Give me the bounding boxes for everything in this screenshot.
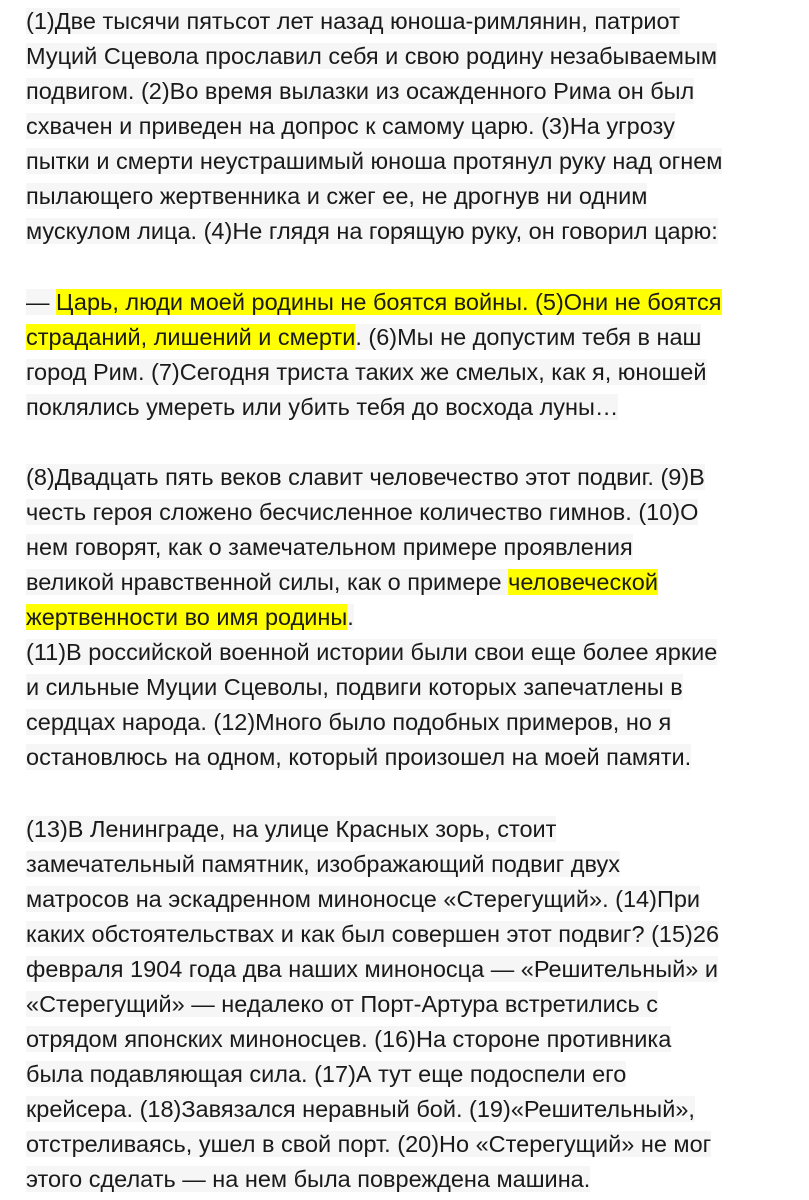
text-line <box>26 109 675 143</box>
text-line <box>26 214 718 248</box>
text-segment: подвигом. (2)Во время вылазки из осажденного Рима он был <box>26 78 695 104</box>
text-line <box>26 460 705 494</box>
text-line <box>26 705 671 739</box>
text-line <box>26 144 722 178</box>
text-segment: Муций Сцевола прославил себя и свою родину незабываемым <box>26 43 718 69</box>
highlighted-text: жертвенности во имя родины <box>26 604 348 630</box>
highlighted-text: человеческой <box>508 569 658 595</box>
text-segment: (1)Две тысячи пятьсот лет назад юноша-римлянин, патриот <box>26 8 680 34</box>
text-segment: матросов на эскадренном миноносце «Стерегущий». (14)При <box>26 886 701 912</box>
text-line <box>26 530 633 564</box>
text-line <box>26 882 700 916</box>
text-segment: и сильные Муции Сцеволы, подвиги которых запечатлены в <box>26 674 683 700</box>
text-segment: честь героя сложено бесчисленное количество гимнов. (10)О <box>26 499 699 525</box>
text-segment: (11)В российской военной истории были свои еще более яркие <box>26 639 718 665</box>
text-line <box>26 4 680 38</box>
text-segment: пытки и смерти неустрашимый юноша протянул руку над огнем <box>26 148 723 174</box>
text-line <box>26 1057 626 1091</box>
text-segment: великой нравственной силы, как о примере <box>26 569 509 595</box>
text-segment: этого сделать — на нем была повреждена машина. <box>26 1166 591 1192</box>
text-line <box>26 39 717 73</box>
text-segment: сердцах народа. (12)Много было подобных примеров, но я <box>26 709 672 735</box>
text-segment: . (6)Мы не допустим тебя в наш <box>355 324 702 350</box>
text-segment: город Рим. (7)Сегодня триста таких же смелых, как я, юношей <box>26 359 707 385</box>
text-line <box>26 179 647 213</box>
text-segment: «Стерегущий» — недалеко от Порт-Артура встретились с <box>26 991 658 1017</box>
text-segment: поклялись умереть или убить тебя до восхода луны… <box>26 394 619 420</box>
text-line <box>26 565 658 599</box>
text-line <box>26 1022 671 1056</box>
text-line <box>26 600 354 634</box>
text-line <box>26 390 618 424</box>
text-line <box>26 952 718 986</box>
text-line <box>26 917 719 951</box>
text-segment: пылающего жертвенника и сжег ее, не дрогнув ни одним <box>26 183 648 209</box>
text-segment: мускулом лица. (4)Не глядя на горящую руку, он говорил царю: <box>26 218 718 244</box>
text-line <box>26 285 722 319</box>
text-segment: нем говорят, как о замечательном примере проявления <box>26 534 633 560</box>
text-line <box>26 635 717 669</box>
highlighted-text: Царь, люди моей родины не боятся войны. (5)Они не боятся <box>56 289 722 315</box>
text-segment: (8)Двадцать пять веков славит человечество этот подвиг. (9)В <box>26 464 705 490</box>
text-segment: — <box>26 289 57 315</box>
text-segment: февраля 1904 года два наших миноносца — «Решительный» и <box>26 956 718 982</box>
text-segment: замечательный памятник, изображающий подвиг двух <box>26 851 620 877</box>
text-line <box>26 355 707 389</box>
text-segment: . <box>347 604 354 630</box>
text-segment: схвачен и приведен на допрос к самому царю. (3)На угрозу <box>26 113 675 139</box>
text-line <box>26 987 658 1021</box>
text-line <box>26 740 691 774</box>
text-segment: отстреливаясь, ушел в свой порт. (20)Но «Стерегущий» не мог <box>26 1131 712 1157</box>
text-segment: остановлюсь на одном, который произошел на моей памяти. <box>26 744 692 770</box>
text-line <box>26 74 694 108</box>
text-line <box>26 670 683 704</box>
text-segment: крейсера. (18)Завязался неравный бой. (19)«Решительный», <box>26 1096 695 1122</box>
text-line <box>26 847 620 881</box>
text-line <box>26 1127 711 1161</box>
text-line <box>26 1162 590 1196</box>
text-segment: была подавляющая сила. (17)А тут еще подоспели его <box>26 1061 627 1087</box>
text-segment: каких обстоятельствах и как был совершен этот подвиг? (15)26 <box>26 921 720 947</box>
text-line <box>26 495 698 529</box>
text-line <box>26 1092 695 1126</box>
text-segment: отрядом японских миноносцев. (16)На стороне противника <box>26 1026 672 1052</box>
text-line <box>26 320 701 354</box>
text-segment: (13)В Ленинграде, на улице Красных зорь, стоит <box>26 816 557 842</box>
text-line <box>26 812 556 846</box>
highlighted-text: страданий, лишений и смерти <box>26 324 356 350</box>
